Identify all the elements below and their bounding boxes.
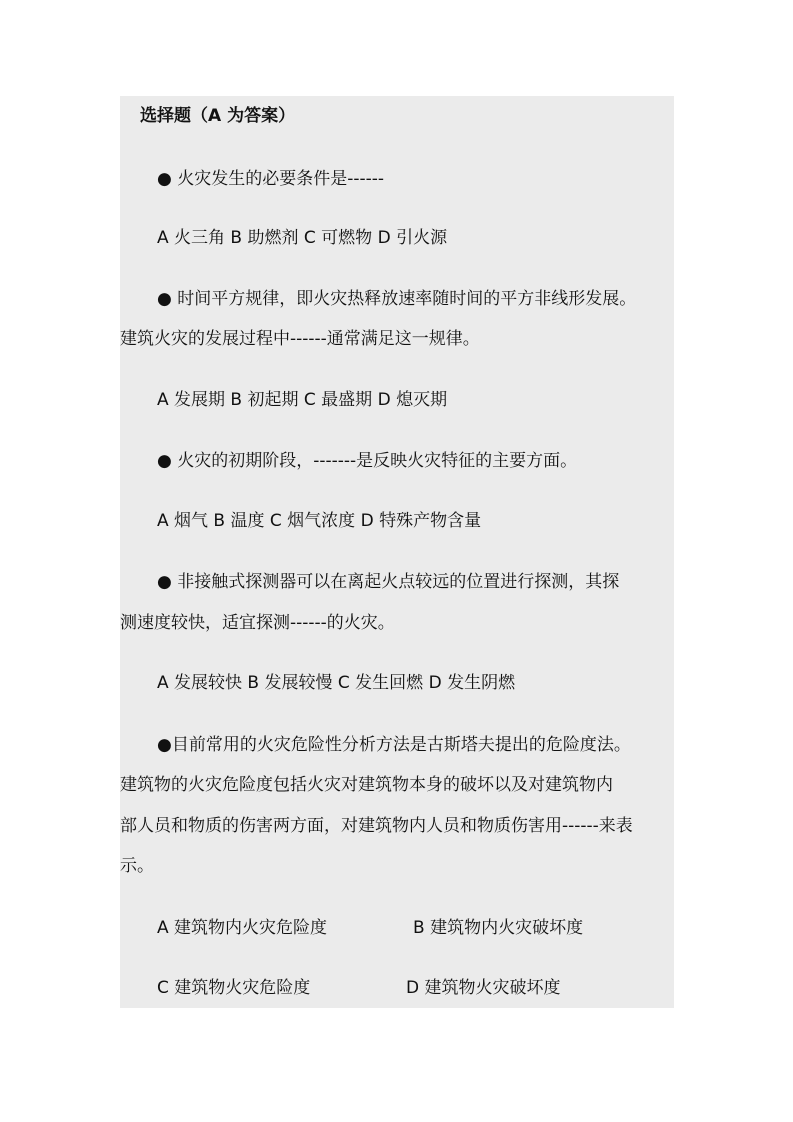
question-5-option-b: B 建筑物内火灾破坏度: [413, 918, 584, 938]
question-5-option-d: D 建筑物火灾破坏度: [406, 978, 561, 998]
question-3-options: A 烟气 B 温度 C 烟气浓度 D 特殊产物含量: [157, 511, 482, 531]
question-2-line-1: ● 时间平方规律，即火灾热释放速率随时间的平方非线形发展。: [157, 289, 637, 309]
question-5-option-a: A 建筑物内火灾危险度: [157, 918, 328, 938]
question-4-line-2: 测速度较快，适宜探测------的火灾。: [120, 613, 395, 633]
question-5-line-3: 部人员和物质的伤害两方面，对建筑物内人员和物质伤害用------来表: [120, 816, 633, 836]
question-5-line-4: 示。: [120, 856, 154, 876]
question-3-line-1: ● 火灾的初期阶段，-------是反映火灾特征的主要方面。: [157, 451, 578, 471]
question-1-line-1: ● 火灾发生的必要条件是------: [157, 169, 385, 189]
question-5-line-2: 建筑物的火灾危险度包括火灾对建筑物本身的破坏以及对建筑物内: [120, 775, 613, 795]
question-5-option-c: C 建筑物火灾危险度: [157, 978, 311, 998]
question-5-line-1: ●目前常用的火灾危险性分析方法是古斯塔夫提出的危险度法。: [157, 735, 631, 755]
question-4-options: A 发展较快 B 发展较慢 C 发生回燃 D 发生阴燃: [157, 673, 516, 693]
question-2-options: A 发展期 B 初起期 C 最盛期 D 熄灭期: [157, 390, 448, 410]
section-title: 选择题（A 为答案）: [140, 106, 296, 126]
question-2-line-2: 建筑火灾的发展过程中------通常满足这一规律。: [120, 329, 480, 349]
question-4-line-1: ● 非接触式探测器可以在离起火点较远的位置进行探测，其探: [157, 572, 620, 592]
question-1-options: A 火三角 B 助燃剂 C 可燃物 D 引火源: [157, 228, 448, 248]
